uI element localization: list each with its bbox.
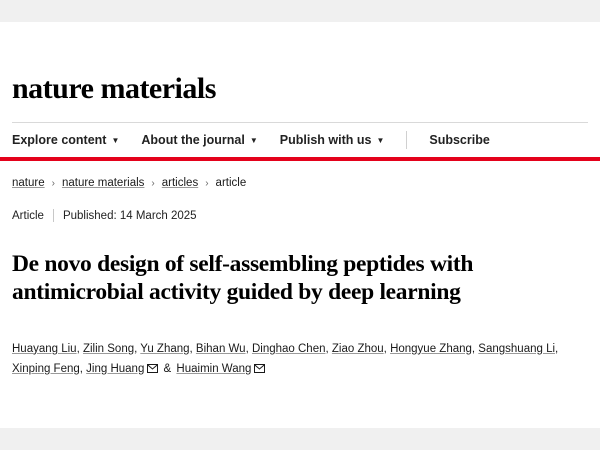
chevron-down-icon: ▼	[249, 136, 258, 145]
author-separator: ,	[325, 342, 332, 355]
breadcrumb	[12, 161, 588, 189]
nav-item-publish-with-us[interactable]	[280, 133, 407, 147]
nav-divider	[406, 131, 407, 149]
author-separator: ,	[79, 362, 87, 375]
nav-item-label: Publish with us	[279, 133, 372, 147]
nav-item-about-the-journal[interactable]	[141, 133, 279, 147]
breadcrumb-separator: ›	[51, 177, 55, 189]
author-link[interactable]: Zilin Song	[82, 342, 135, 355]
author-separator: ,	[245, 342, 252, 355]
nav-item-label: About the journal	[141, 133, 245, 147]
author-separator: &	[160, 362, 175, 375]
nav-item-subscribe[interactable]: Subscribe	[429, 133, 490, 147]
envelope-icon[interactable]	[254, 364, 265, 373]
article-page	[0, 22, 600, 428]
author-separator: ,	[76, 342, 83, 355]
page-body	[0, 161, 600, 379]
author-separator: ,	[383, 342, 391, 355]
author-separator: ,	[189, 342, 196, 355]
chevron-down-icon: ▼	[111, 136, 120, 145]
breadcrumb-item-nature[interactable]: nature	[12, 177, 45, 189]
publication-date: Published: 14 March 2025	[62, 209, 197, 222]
meta-divider	[53, 209, 54, 222]
envelope-icon[interactable]	[147, 364, 158, 373]
breadcrumb-separator: ›	[205, 177, 209, 189]
nav-item-explore-content[interactable]	[12, 133, 141, 147]
author-link[interactable]: Jing Huang	[86, 362, 145, 375]
breadcrumb-item-articles[interactable]: articles	[161, 177, 199, 189]
nav-item-label: Explore content	[12, 133, 107, 147]
breadcrumb-separator: ›	[151, 177, 155, 189]
author-separator: ,	[555, 342, 559, 355]
article-type: Article	[12, 209, 44, 222]
author-link[interactable]: Huayang Liu	[12, 342, 77, 355]
masthead	[12, 22, 588, 112]
author-link[interactable]: Dinghao Chen	[251, 342, 326, 355]
page-title: De novo design of self-assembling peptides with antimicrobial activity guided by deep learning	[12, 250, 474, 306]
author-separator: ,	[134, 342, 141, 355]
breadcrumb-item-article: article	[215, 177, 247, 189]
author-link[interactable]: Huaimin Wang	[176, 362, 252, 375]
author-link[interactable]: Hongyue Zhang	[390, 342, 472, 355]
author-link[interactable]: Sangshuang Li	[478, 342, 556, 355]
author-list	[12, 323, 584, 379]
breadcrumb-item-nature-materials[interactable]: nature materials	[61, 177, 145, 189]
journal-logo[interactable]: nature materials	[12, 72, 216, 105]
author-link[interactable]: Bihan Wu	[195, 342, 246, 355]
chevron-down-icon: ▼	[376, 136, 385, 145]
article-meta	[12, 189, 588, 222]
page-inner	[0, 22, 600, 157]
author-link[interactable]: Ziao Zhou	[331, 342, 384, 355]
author-link[interactable]: Xinping Feng	[12, 362, 80, 375]
main-navigation	[12, 122, 588, 157]
author-separator: ,	[471, 342, 479, 355]
author-link[interactable]: Yu Zhang	[140, 342, 190, 355]
